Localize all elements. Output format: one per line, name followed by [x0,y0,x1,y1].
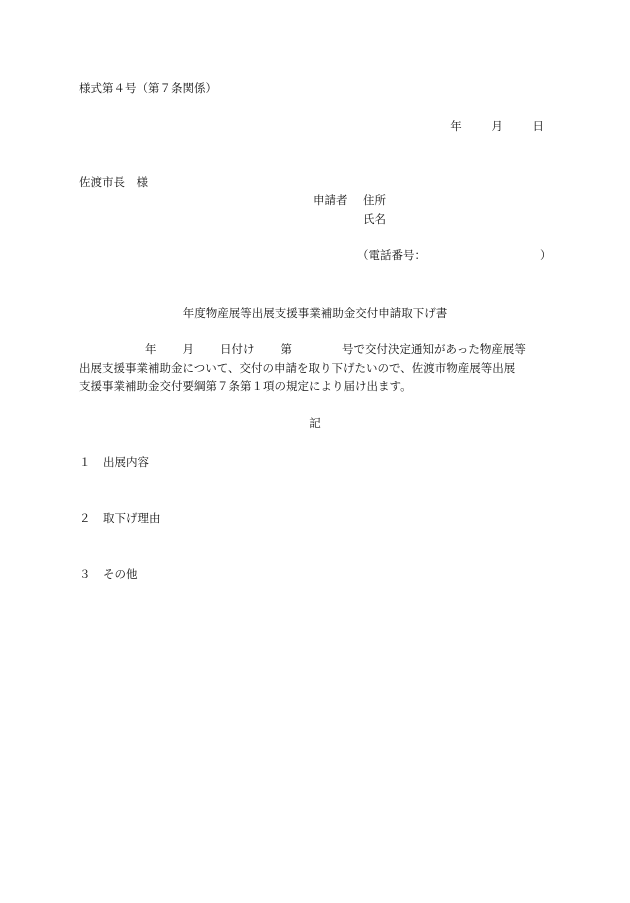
phone-open-label: （電話番号： [357,248,426,262]
item-number: １ [79,455,91,469]
body-year: 年 [145,342,157,356]
item-other [79,566,138,584]
body-line2: 出展支援事業補助金について、交付の申請を取り下げたいので、佐渡市物産展等出展 [79,360,516,375]
body-line3: 支援事業補助金交付要綱第７条第１項の規定により届け出ます。 [79,379,412,394]
applicant-label: 申請者 [313,193,348,207]
document-title: 年度物産展等出展支援事業補助金交付申請取下げ書 [182,306,448,320]
item-withdrawal-reason [79,510,161,528]
phone-line [357,247,552,265]
applicant-block [313,192,386,210]
date-year-label: 年 [450,119,462,133]
body-line1-rest: 号で交付決定通知があった物産展等 [342,342,526,356]
item-label: 出展内容 [103,455,149,469]
item-number: ３ [79,567,91,581]
address-label: 住所 [363,193,386,207]
body-text [79,340,549,396]
body-day-dated: 日付け [220,342,255,356]
ki-heading: 記 [309,416,321,430]
body-dai: 第 [280,342,292,356]
addressee: 佐渡市長 様 [79,175,148,189]
body-month: 月 [182,342,194,356]
item-number: ２ [79,511,91,525]
form-number: 様式第４号（第７条関係） [79,81,217,95]
item-exhibit-content [79,454,149,472]
item-label: 取下げ理由 [103,511,161,525]
item-label: その他 [103,567,138,581]
phone-close-label: ） [540,248,552,262]
date-day-label: 日 [532,119,544,133]
name-label: 氏名 [363,212,386,226]
date-month-label: 月 [491,119,503,133]
date-line [424,118,544,136]
